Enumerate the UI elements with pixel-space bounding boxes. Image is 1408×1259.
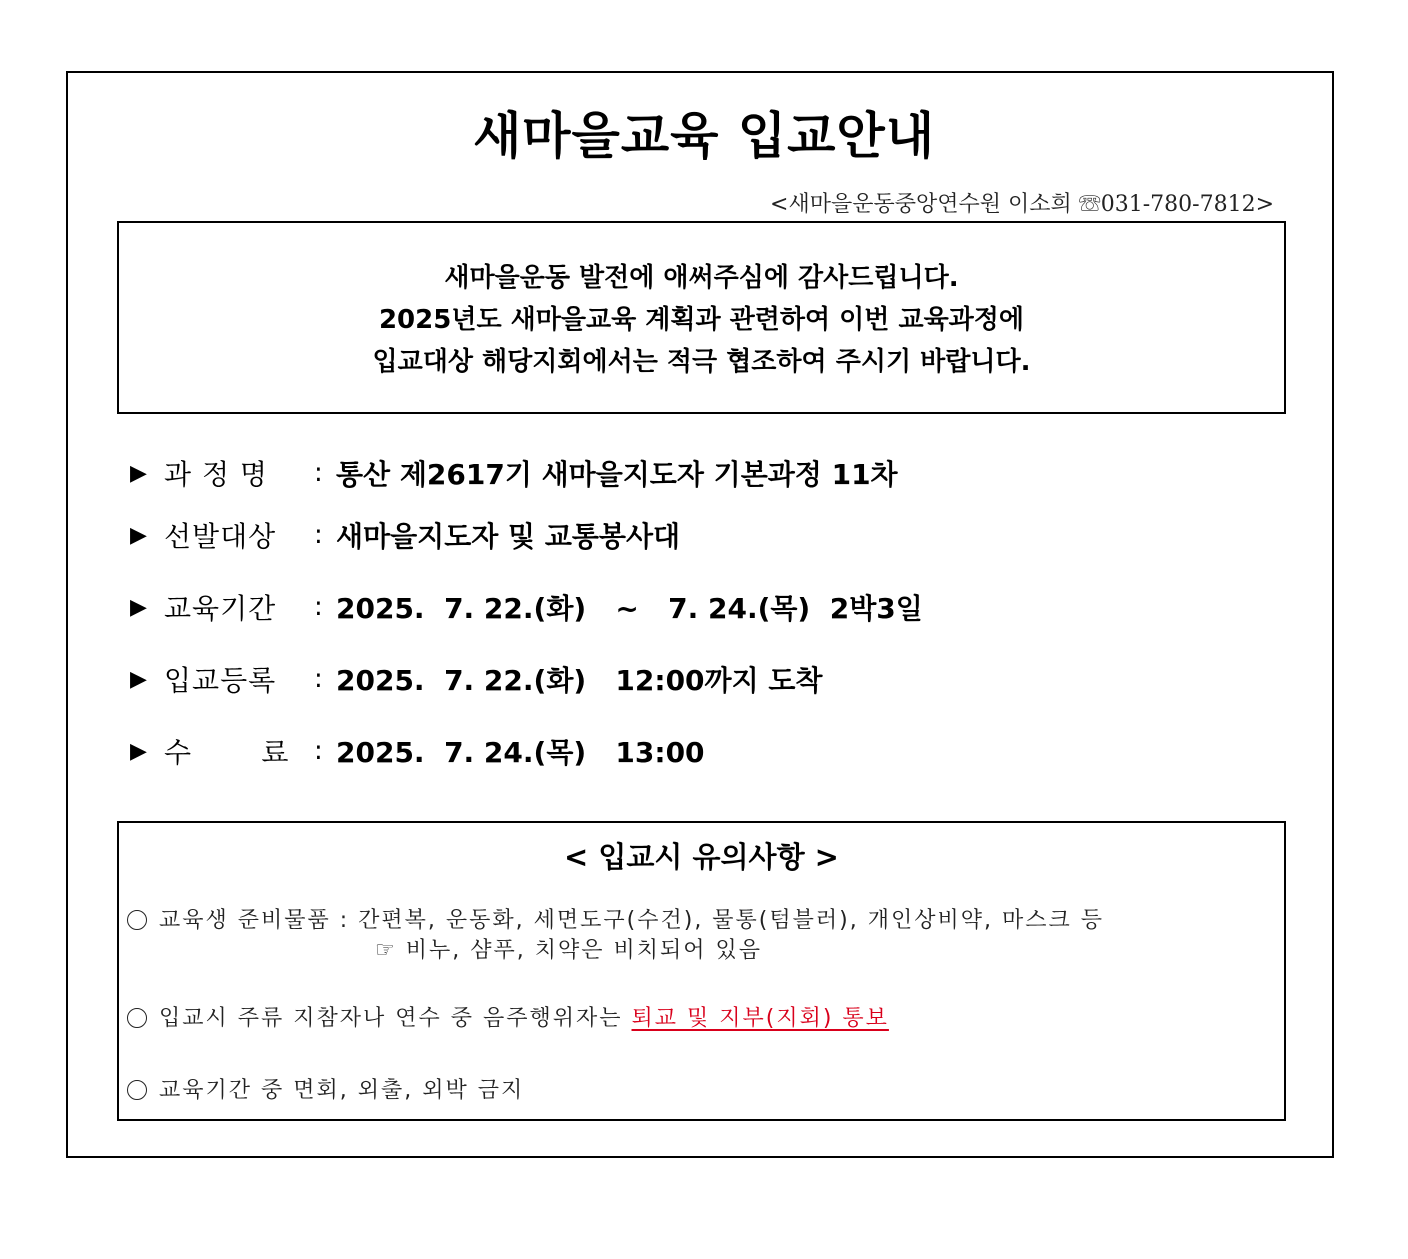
triangle-bullet-icon: ▶ — [130, 460, 147, 486]
contact-info: <새마을운동중앙연수원 이소희 ☏031-780-7812> — [770, 192, 1274, 217]
info-row-period — [130, 587, 923, 627]
caution-title: < 입교시 유의사항 > — [564, 840, 839, 874]
info-label: 수 료 — [164, 736, 290, 769]
info-value: 2025. 7. 24.(목) 13:00 — [336, 736, 705, 769]
triangle-bullet-icon: ▶ — [130, 594, 147, 620]
info-colon: : — [314, 520, 323, 550]
notice-line: 입교대상 해당지회에서는 적극 협조하여 주시기 바랍니다. — [372, 347, 1031, 377]
info-value: 새마을지도자 및 교통봉사대 — [336, 520, 681, 553]
caution-box — [117, 821, 1286, 1121]
circle-bullet-icon — [127, 910, 147, 930]
notice-line: 새마을운동 발전에 애써주심에 감사드립니다. — [444, 263, 959, 293]
info-colon: : — [314, 664, 323, 694]
caution-text: 입교시 주류 지참자나 연수 중 음주행위자는 — [159, 1006, 632, 1031]
caution-item-visits — [127, 1073, 524, 1104]
info-value: 통산 제2617기 새마을지도자 기본과정 11차 — [336, 458, 898, 491]
info-label: 입교등록 — [164, 664, 277, 697]
triangle-bullet-icon: ▶ — [130, 522, 147, 548]
info-value: 2025. 7. 22.(화) ~ 7. 24.(목) 2박3일 — [336, 592, 923, 625]
notice-line: 2025년도 새마을교육 계획과 관련하여 이번 교육과정에 — [378, 305, 1025, 335]
info-label: 교육기간 — [164, 592, 277, 625]
info-row-selection — [130, 515, 680, 555]
info-colon: : — [314, 458, 323, 488]
info-row-completion — [130, 731, 705, 771]
page-title: 새마을교육 입교안내 — [472, 107, 936, 165]
notice-box — [117, 221, 1286, 414]
caution-item-alcohol — [127, 1001, 889, 1032]
triangle-bullet-icon: ▶ — [130, 666, 147, 692]
info-row-course — [130, 453, 898, 493]
caution-item-supplies — [127, 903, 1104, 934]
info-value: 2025. 7. 22.(화) 12:00까지 도착 — [336, 664, 823, 697]
caution-text: 교육생 준비물품 : 간편복, 운동화, 세면도구(수건), 물통(텀블러), 개인상비약, 마스크 등 — [159, 908, 1104, 933]
circle-bullet-icon — [127, 1080, 147, 1100]
info-colon: : — [314, 592, 323, 622]
caution-subnote: ☞ 비누, 샴푸, 치약은 비치되어 있음 — [375, 938, 762, 963]
triangle-bullet-icon: ▶ — [130, 738, 147, 764]
info-label: 선발대상 — [164, 520, 277, 553]
info-label: 과 정 명 — [164, 458, 268, 491]
circle-bullet-icon — [127, 1008, 147, 1028]
caution-text: 교육기간 중 면회, 외출, 외박 금지 — [159, 1078, 525, 1103]
info-colon: : — [314, 736, 323, 766]
info-row-registration — [130, 659, 823, 699]
warning-highlight: 퇴교 및 지부(지회) 통보 — [631, 1006, 889, 1031]
